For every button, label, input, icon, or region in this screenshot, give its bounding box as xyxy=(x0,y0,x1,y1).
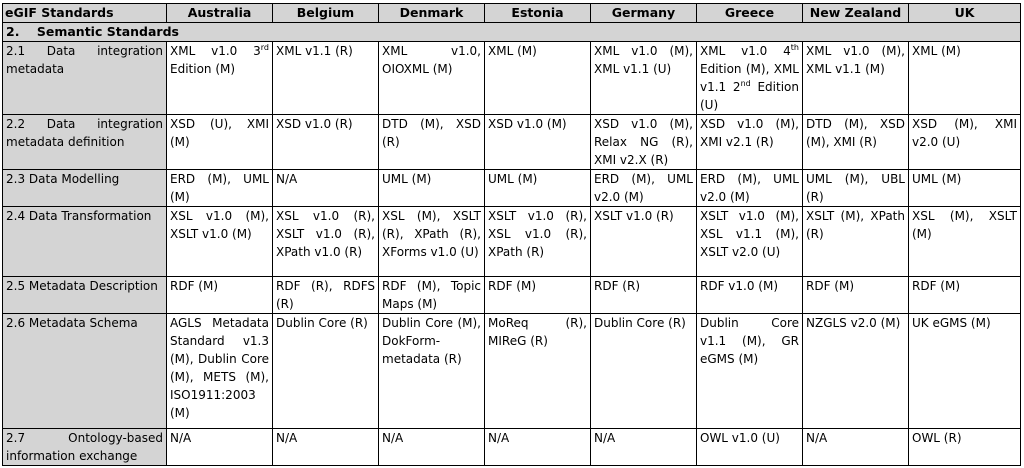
table-cell xyxy=(379,115,485,170)
cell-text: UML (M) xyxy=(382,172,432,186)
cell-text: XML v1.0 3 xyxy=(170,44,261,58)
table-cell xyxy=(591,277,697,314)
table-cell xyxy=(379,207,485,277)
table-cell xyxy=(591,207,697,277)
table-cell xyxy=(485,314,591,429)
table-cell xyxy=(591,115,697,170)
table-cell xyxy=(591,314,697,429)
row-label: 2.2 Data integration metadata definition xyxy=(3,115,167,170)
table-cell xyxy=(803,42,909,115)
cell-text: RDF (R), RDFS (R) xyxy=(276,279,375,311)
cell-text: ERD (M), UML (M) xyxy=(170,172,269,204)
table-cell xyxy=(803,170,909,207)
cell-text: Edition (U) xyxy=(700,80,799,112)
cell-text: XSLT v1.0 (R), XSL v1.0 (R), XPath (R) xyxy=(488,209,587,259)
table-title-header: eGIF Standards xyxy=(3,4,167,23)
cell-text: UML (M) xyxy=(488,172,538,186)
table-cell xyxy=(379,429,485,466)
table-cell xyxy=(485,115,591,170)
table-cell xyxy=(697,314,803,429)
table-row xyxy=(3,429,1021,466)
table-cell xyxy=(697,207,803,277)
table-cell xyxy=(167,42,273,115)
cell-text: NZGLS v2.0 (M) xyxy=(806,316,901,330)
cell-text: XSL v1.0 (M), XSLT v1.0 (M) xyxy=(170,209,269,241)
table-cell xyxy=(167,314,273,429)
country-header-greece: Greece xyxy=(697,4,803,23)
header-row xyxy=(3,4,1021,23)
table-cell xyxy=(909,314,1021,429)
table-row xyxy=(3,314,1021,429)
cell-text: XML (M) xyxy=(488,44,537,58)
table-cell xyxy=(803,207,909,277)
table-cell xyxy=(697,170,803,207)
cell-text: N/A xyxy=(276,431,298,445)
table-cell xyxy=(273,207,379,277)
cell-text: RDF (M), Topic Maps (M) xyxy=(382,279,481,311)
table-cell xyxy=(909,277,1021,314)
table-cell xyxy=(167,429,273,466)
cell-text: ERD (M), UML v2.0 (M) xyxy=(700,172,799,204)
row-label: 2.7 Ontology-based information exchange xyxy=(3,429,167,466)
cell-text: RDF (M) xyxy=(170,279,219,293)
cell-text: DTD (M), XSD (R) xyxy=(382,117,481,149)
cell-superscript: th xyxy=(790,43,799,52)
table-cell xyxy=(273,314,379,429)
section-title: 2. Semantic Standards xyxy=(3,23,1021,42)
table-cell xyxy=(485,170,591,207)
table-cell xyxy=(167,115,273,170)
cell-text: XSLT (M), XPath (R) xyxy=(806,209,905,241)
egif-standards-table xyxy=(2,3,1021,466)
table-cell xyxy=(485,277,591,314)
cell-text: Edition (M) xyxy=(170,62,236,76)
table-cell xyxy=(909,42,1021,115)
table-cell xyxy=(697,115,803,170)
country-header-denmark: Denmark xyxy=(379,4,485,23)
cell-text: RDF v1.0 (M) xyxy=(700,279,779,293)
cell-text: XSLT v1.0 (M), XSL v1.1 (M), XSLT v2.0 (U) xyxy=(700,209,799,259)
table-row xyxy=(3,170,1021,207)
cell-text: Dublin Core (M), DokForm-metadata (R) xyxy=(382,316,481,366)
table-row xyxy=(3,42,1021,115)
cell-text: UML (M), UBL (R) xyxy=(806,172,905,204)
table-row xyxy=(3,207,1021,277)
table-cell xyxy=(167,277,273,314)
table-cell xyxy=(909,207,1021,277)
cell-text: RDF (M) xyxy=(488,279,537,293)
cell-text: UML (M) xyxy=(912,172,962,186)
cell-text: OWL v1.0 (U) xyxy=(700,431,780,445)
cell-text: RDF (M) xyxy=(912,279,961,293)
table-cell xyxy=(485,429,591,466)
table-cell xyxy=(591,42,697,115)
cell-text: Dublin Core v1.1 (M), GR eGMS (M) xyxy=(700,316,799,366)
table-cell xyxy=(379,277,485,314)
cell-superscript: rd xyxy=(260,43,269,52)
row-label: 2.4 Data Transformation xyxy=(3,207,167,277)
cell-text: XML v1.0 (M), XML v1.1 (U) xyxy=(594,44,693,76)
cell-text: N/A xyxy=(170,431,192,445)
table-cell xyxy=(379,314,485,429)
cell-text: RDF (M) xyxy=(806,279,855,293)
cell-text: XSLT v1.0 (R) xyxy=(594,209,674,223)
cell-text: Dublin Core (R) xyxy=(276,316,368,330)
cell-text: ERD (M), UML v2.0 (M) xyxy=(594,172,693,204)
cell-text: XSD (U), XMI (M) xyxy=(170,117,269,149)
table-cell xyxy=(273,170,379,207)
table-row xyxy=(3,277,1021,314)
country-header-germany: Germany xyxy=(591,4,697,23)
table-cell xyxy=(273,429,379,466)
cell-text: XML (M) xyxy=(912,44,961,58)
cell-text: XSD (M), XMI v2.0 (U) xyxy=(912,117,1017,149)
cell-text: XSD v1.0 (M) xyxy=(488,117,567,131)
cell-text: N/A xyxy=(594,431,616,445)
row-label: 2.1 Data integration metadata xyxy=(3,42,167,115)
row-label: 2.6 Metadata Schema xyxy=(3,314,167,429)
cell-text: Edition (M), XML v1.1 2 xyxy=(700,62,799,94)
cell-text: N/A xyxy=(276,172,298,186)
cell-text: DTD (M), XSD (M), XMI (R) xyxy=(806,117,905,149)
cell-text: N/A xyxy=(806,431,828,445)
cell-text: XSL (M), XSLT (R), XPath (R), XForms v1.0 (U) xyxy=(382,209,481,259)
country-header-australia: Australia xyxy=(167,4,273,23)
table-cell xyxy=(909,170,1021,207)
table-cell xyxy=(485,42,591,115)
section-row xyxy=(3,23,1021,42)
cell-text: XSD v1.0 (M), XMI v2.1 (R) xyxy=(700,117,799,149)
table-cell xyxy=(803,115,909,170)
table-cell xyxy=(273,277,379,314)
table-cell xyxy=(697,42,803,115)
table-cell xyxy=(803,429,909,466)
table-cell xyxy=(273,115,379,170)
table-cell xyxy=(909,429,1021,466)
cell-text: UK eGMS (M) xyxy=(912,316,991,330)
table-cell xyxy=(485,207,591,277)
table-cell xyxy=(803,314,909,429)
country-header-new-zealand: New Zealand xyxy=(803,4,909,23)
country-header-belgium: Belgium xyxy=(273,4,379,23)
cell-text: XML v1.0 4 xyxy=(700,44,791,58)
table-cell xyxy=(591,429,697,466)
cell-text: XML v1.0, OIOXML (M) xyxy=(382,44,481,76)
cell-text: RDF (R) xyxy=(594,279,640,293)
table-cell xyxy=(273,42,379,115)
table-cell xyxy=(379,42,485,115)
table-cell xyxy=(697,277,803,314)
cell-text: XSD v1.0 (R) xyxy=(276,117,353,131)
cell-text: XML v1.1 (R) xyxy=(276,44,353,58)
row-label: 2.3 Data Modelling xyxy=(3,170,167,207)
table-cell xyxy=(803,277,909,314)
cell-text: XSL v1.0 (R), XSLT v1.0 (R), XPath v1.0 (R) xyxy=(276,209,375,259)
table-cell xyxy=(909,115,1021,170)
cell-text: XML v1.0 (M), XML v1.1 (M) xyxy=(806,44,905,76)
cell-text: Dublin Core (R) xyxy=(594,316,686,330)
table-cell xyxy=(167,170,273,207)
cell-text: XSD v1.0 (M), Relax NG (R), XMI v2.X (R) xyxy=(594,117,693,167)
cell-text: OWL (R) xyxy=(912,431,962,445)
cell-superscript: nd xyxy=(740,79,751,88)
table-cell xyxy=(591,170,697,207)
table-row xyxy=(3,115,1021,170)
table-cell xyxy=(167,207,273,277)
cell-text: N/A xyxy=(382,431,404,445)
cell-text: MoReq (R), MIReG (R) xyxy=(488,316,587,348)
row-label: 2.5 Metadata Description xyxy=(3,277,167,314)
cell-text: N/A xyxy=(488,431,510,445)
cell-text: XSL (M), XSLT (M) xyxy=(912,209,1017,241)
table-cell xyxy=(697,429,803,466)
country-header-estonia: Estonia xyxy=(485,4,591,23)
cell-text: AGLS Metadata Standard v1.3 (M), Dublin Core (M), METS (M), ISO1911:2003 (M) xyxy=(170,316,269,420)
country-header-uk: UK xyxy=(909,4,1021,23)
table-cell xyxy=(379,170,485,207)
